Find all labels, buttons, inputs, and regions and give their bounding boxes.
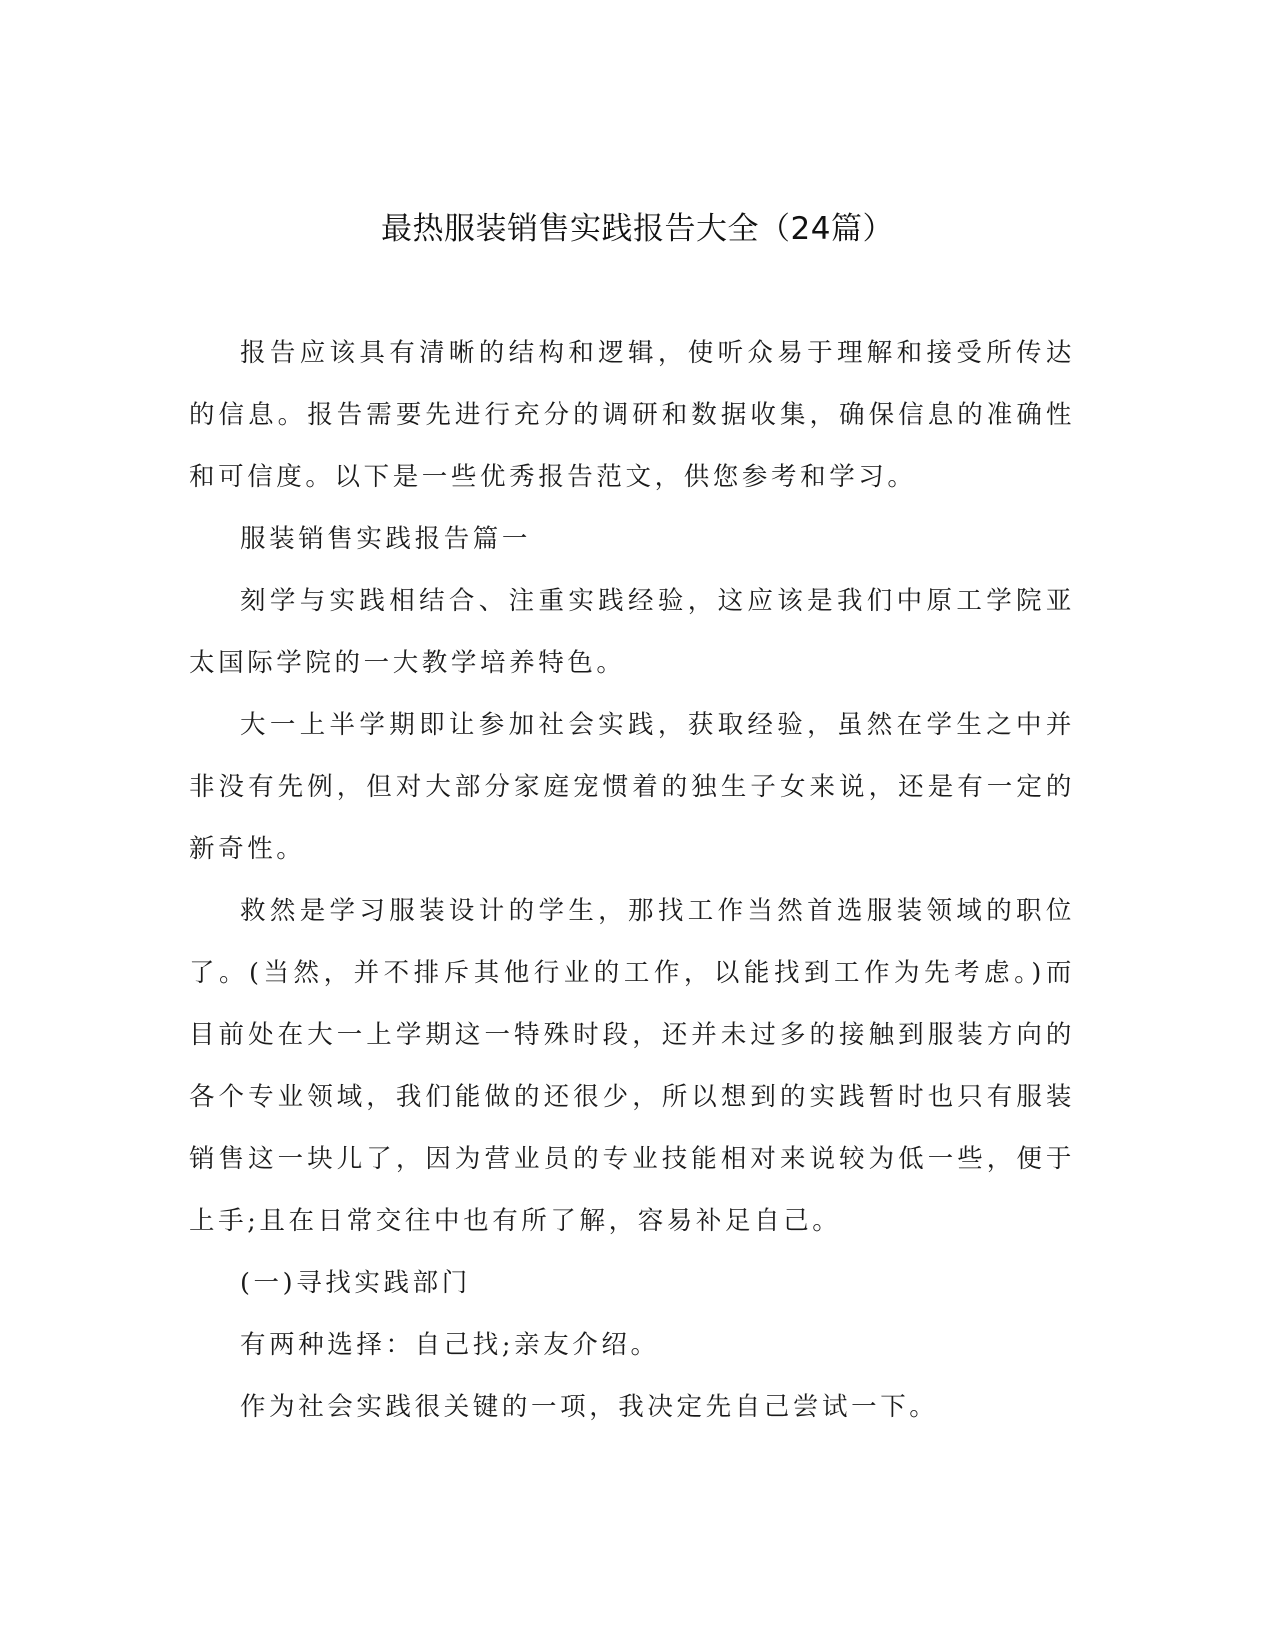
body-paragraph: 刻学与实践相结合、注重实践经验，这应该是我们中原工学院亚太国际学院的一大教学培养特色。 (189, 586, 1075, 678)
body-paragraph: 作为社会实践很关键的一项，我决定先自己尝试一下。 (240, 1392, 939, 1422)
body-paragraph: 大一上半学期即让参加社会实践，获取经验，虽然在学生之中并非没有先例，但对大部分家庭宠惯着的独生子女来说，还是有一定的新奇性。 (189, 710, 1075, 864)
document-title: 最热服装销售实践报告大全（24篇） (381, 211, 894, 247)
subsection-heading-find-department: (一)寻找实践部门 (240, 1268, 471, 1298)
intro-paragraph: 报告应该具有清晰的结构和逻辑，使听众易于理解和接受所传达的信息。报告需要先进行充分的调研和数据收集，确保信息的准确性和可信度。以下是一些优秀报告范文，供您参考和学习。 (189, 338, 1075, 492)
section-heading-part-one: 服装销售实践报告篇一 (240, 524, 532, 554)
document-body (189, 322, 1075, 1438)
body-paragraph: 有两种选择：自己找;亲友介绍。 (240, 1330, 660, 1360)
body-paragraph: 救然是学习服装设计的学生，那找工作当然首选服装领域的职位了。(当然，并不排斥其他行业的工作，以能找到工作为先考虑。)而目前处在大一上学期这一特殊时段，还并未过多的接触到服装方向的各个专业领域，我们能做的还很少，所以想到的实践暂时也只有服装销售这一块儿了，因为营业员的专业技能相对来说较为低一些，便于上手;且在日常交往中也有所了解，容易补足自己。 (189, 896, 1075, 1236)
